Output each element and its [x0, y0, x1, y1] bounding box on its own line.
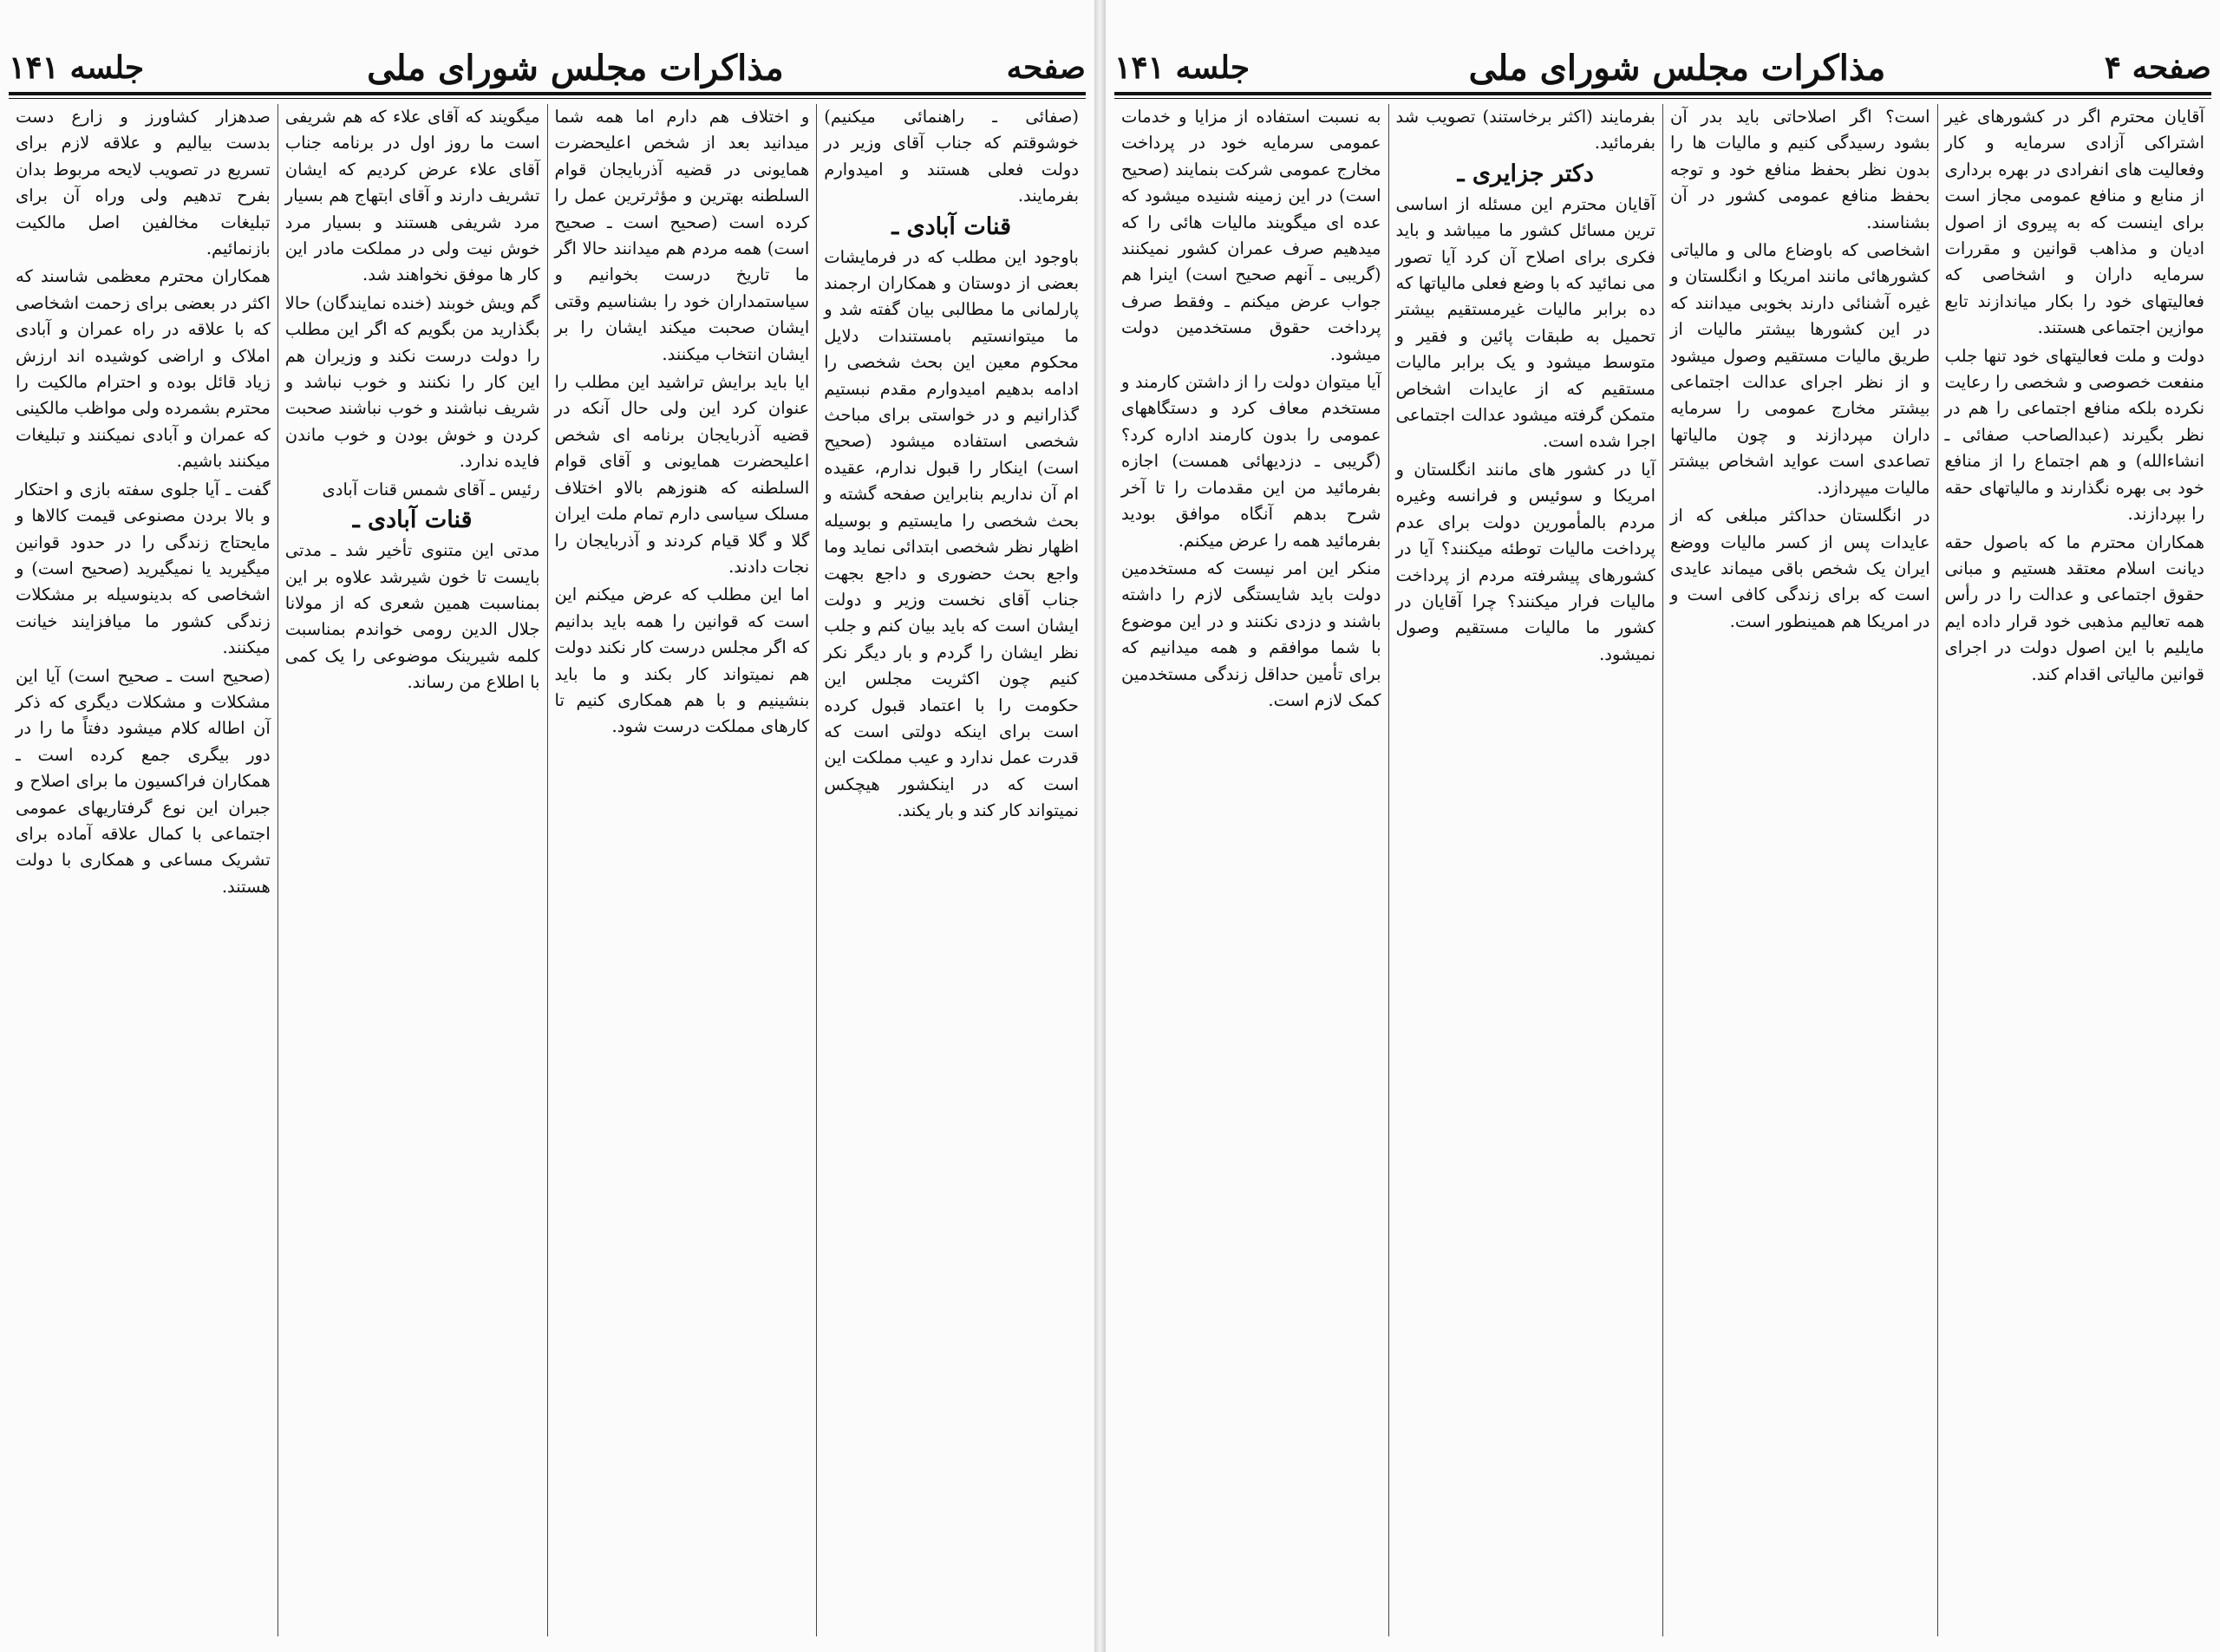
- paragraph: اما این مطلب که عرض میکنم این است که قوانین را همه باید بدانیم که اگر مجلس درست کار نکند دولت هم نمیتواند کار بکند و ما باید بنشینیم و با هم همکاری کنیم تا کارهای مملکت درست شود.: [554, 584, 810, 737]
- paragraph: آیا میتوان دولت را از داشتن کارمند و مستخدم معاف کرد و دستگاههای عمومی را بدون کارمند اداره کرد؟ (گریبی ـ دزدیهائی همست) اجازه بفرمائید من این مقدمات را تا آخر شرح بدهم آنگاه موافق بودید بفرمائید همه را عرض میکنم.: [1121, 372, 1381, 551]
- paragraph: میگویند که آقای علاء که هم شریفی است ما روز اول در برنامه جناب آقای علاء عرض کردیم که ایشان تشریف دارند و آقای ابتهاج هم بسیار مرد شریفی هستند و بسیار مرد خوش نیت ولی در مملکت مادر این کار ها موفق نخواهند شد.: [284, 107, 540, 285]
- paragraph: مدتی این متنوی تأخیر شد ـ مدتی بایست تا خون شیرشد علاوه بر این بمناسبت همین شعری که از مولانا جلال الدین رومی خواندم بمناسبت کلمه شیرینک موضوعی را یک کمی با اطلاع من رساند.: [284, 540, 540, 693]
- right-page-header: [1114, 45, 2211, 90]
- paragraph: در انگلستان حداکثر مبلغی که از عایدات پس از کسر مالیات ووضع ایران یک شخص باقی میماند عایدی است که برای زندگی کافی است و در امریکا هم همینطور است.: [1670, 506, 1930, 631]
- right-page: [1106, 0, 2220, 1652]
- paragraph: و اختلاف هم دارم اما همه شما میدانید بعد از شخص اعلیحضرت همایونی در قضیه آذربایجان قوام السلطنه بهترین و مؤثرترین عمل را کرده است (صحیح است ـ صحیح است) همه مردم هم میدانند حالا اگر ما تاریخ درست بخوانیم و سیاستمداران خود را بشناسیم وقتی ایشان صحبت میکند ایشان را بر ایشان انتخاب میکنند.: [554, 107, 810, 364]
- paragraph: ایا باید برایش تراشید این مطلب را عنوان کرد این ولی حال آنکه در قضیه آذربایجان برنامه ای شخص اعلیحضرت همایونی و آقای قوام السلطنه که هنوزهم بالاو اختلاف مسلک سیاسی دارم تمام ملت ایران گلا و گلا قیام کردند و آذربایجان را نجات دادند.: [554, 372, 810, 577]
- left-page-label: صفحه: [1006, 49, 1086, 86]
- paragraph: گم ویش خوبند (خنده نمایندگان) حالا بگذارید من بگویم که اگر این مطلب را دولت درست نکند و وزیران هم این کار را نکنند و خوب نباشد و شریف نباشند و خوب نباشند صحبت کردن و خوش بودن و خوب ماندن فایده ندارد.: [284, 292, 540, 472]
- speaker-heading: قنات آبادی ـ: [891, 212, 1012, 240]
- right-header-rule-thin: [1114, 98, 2211, 99]
- left-page-header: [9, 45, 1086, 90]
- text-column: [278, 104, 547, 1636]
- paragraph: است؟ اگر اصلاحاتی باید بدر آن بشود رسیدگی کنیم و مالیات ها را بدون نظر بحفظ منافع خود و توجه بحفظ منافع عمومی کشور در آن بشناسند.: [1670, 107, 1930, 232]
- text-column: [1937, 104, 2212, 1636]
- speaker-heading: قنات آبادی ـ: [352, 506, 473, 534]
- paragraph: آقایان محترم اگر در کشورهای غیر اشتراکی آزادی سرمایه و کار وفعالیت های انفرادی در بهره برداری از منابع و منافع عمومی مجاز است برای اینست که به پیروی از اصول ادیان و مذاهب قوانین و مقررات سرمایه داران و اشخاصی که فعالیتهای خود را بکار میاندازند تابع موازین اجتماعی هستند.: [1944, 107, 2204, 338]
- paragraph: اشخاصی که باوضاع مالی و مالیاتی کشورهائی مانند امریکا و انگلستان و غیره آشنائی دارند بخوبی میدانند که در این کشورها بیشتر مالیات از طریق مالیات مستقیم وصول میشود و از نظر اجرای عدالت اجتماعی بیشتر مخارج عمومی را سرمایه داران مپردازند و چون مالیاتها تصاعدی است عواید اشخاص بیشتر مالیات میپردازد.: [1670, 240, 1930, 498]
- left-page: [0, 0, 1094, 1652]
- left-header-rule: [9, 92, 1086, 95]
- right-page-label: صفحه ۴: [2104, 49, 2211, 86]
- right-header-rule: [1114, 92, 2211, 95]
- text-column: [816, 104, 1086, 1636]
- text-column: [547, 104, 817, 1636]
- paragraph: رئیس ـ آقای شمس قنات آبادی: [322, 479, 540, 500]
- paragraph: منکر این امر نیست که مستخدمین دولت باید شایستگی لازم را داشته باشند و دزدی نکنند و در این موضوع با شما موافقم و همه میدانیم که برای تأمین حداقل زندگی مستخدمین کمک لازم است.: [1121, 558, 1381, 710]
- left-page-title: مذاکرات مجلس شورای ملی: [367, 47, 784, 88]
- paragraph: باوجود این مطلب که در فرمایشات بعضی از دوستان و همکاران ارجمند پارلمانی ما مطالبی بیان گفته شد و ما میتوانستیم بامستندات دلایل محکوم معین این بحث شخصی را ادامه بدهیم امیدوارم مقدم نبستیم گذارانیم و در خواستی برای مباحث شخصی استفاده میشود (صحیح است) اینکار را قبول ندارم، عقیده ام آن نداریم بنابراین صفحه گشته و بحث شخصی را مایستیم و بوسیله اظهار نظر شخصی ابتدائی نماید وما واجع بحث حضوری و داجع بجهت جناب آقای نخست وزیر و دولت ایشان است که باید بیان کنم و جلب نظر ایشان را گردم و بار دیگر نکر کنیم چون اکثریت مجلس این حکومت را با اعتماد قبول کرده است برای اینکه دولتی است که قدرت عمل ندارد و عیب مملکت این است که در اینکشور هیچکس نمیتواند کار کند و بار یکند.: [824, 246, 1079, 821]
- right-columns: [1114, 104, 2211, 1636]
- speaker-heading: دکتر جزایری ـ: [1457, 160, 1594, 187]
- paragraph: بفرمایند (اکثر برخاستند) تصویب شد بفرمائید.: [1395, 107, 1655, 153]
- paragraph: گفت ـ آیا جلوی سفته بازی و احتکار و بالا بردن مصنوعی قیمت کالاها و مایحتاج زندگی را در حدود قوانین میگیرید یا نمیگیرید (صحیح است) و اشخاصی که بدینوسیله بر مشکلات زندگی کشور ما میافزایند خیانت میکنند.: [16, 479, 271, 658]
- paragraph: (صفائی ـ راهنمائی میکنیم) خوشوقتم که جناب آقای وزیر در دولت فعلی هستند و امیدوارم بفرمایند.: [824, 107, 1079, 206]
- text-column: [1388, 104, 1663, 1636]
- left-columns: [9, 104, 1086, 1636]
- left-header-rule-thin: [9, 98, 1086, 99]
- right-session-label: جلسه ۱۴۱: [1114, 49, 1250, 86]
- paragraph: همکاران محترم معظمی شاسند که اکثر در بعضی برای زحمت اشخاصی که با علاقه در راه عمران و آبادی املاک و اراضی کوشیده اند ارزش زیاد قائل بوده و احترام مالکیت را محترم بشمرده ولی مواظب مالکینی که عمران و آبادی نمیکنند و تبلیغات میکنند باشیم.: [16, 266, 271, 472]
- paragraph: آقایان محترم این مسئله از اساسی ترین مسائل کشور ما میباشد و باید فکری برای اصلاح آن کرد آیا تصور می نمائید که با وضع فعلی مالیاتها که ده برابر مالیات غیرمستقیم بیشتر تحمیل به طبقات پائین و فقیر و متوسط میشود و یک برابر مالیات مستقیم که از عایدات اشخاص متمکن گرفته میشود عدالت اجتماعی اجرا شده است.: [1395, 193, 1655, 452]
- paragraph: دولت و ملت فعالیتهای خود تنها جلب منفعت خصوصی و شخصی را رعایت نکرده بلکه منافع اجتماعی را هم در نظر بگیرند (عبدالصاحب صفائی ـ انشاءالله) و هم اجتماع را از منافع خود بی بهره نگذارند و مالیاتهای حقه را بپردازند.: [1944, 345, 2204, 525]
- book-gutter: [1094, 0, 1106, 1652]
- left-session-label: جلسه ۱۴۱: [9, 49, 145, 86]
- text-column: [9, 104, 278, 1636]
- paragraph: صدهزار کشاورز و زارع دست بدست بیالیم و علاقه لازم برای تسریع در تصویب لایحه مربوط بدان بفرح تدهیم ولی وراه آن برای تبلیغات مخالفین اصل مالکیت بازنمائیم.: [16, 107, 271, 259]
- right-page-title: مذاکرات مجلس شورای ملی: [1468, 47, 1886, 88]
- paragraph: (صحیح است ـ صحیح است) آیا این مشکلات و مشکلات دیگری که ذکر آن اطاله کلام میشود دفتاً ما را در دور بیگری جمع کرده است ـ همکاران فراکسیون ما برای اصلاح و جبران این نوع گرفتاریهای عمومی اجتماعی با کمال علاقه آماده برای تشریک مساعی و همکاری با دولت هستند.: [16, 665, 271, 897]
- paragraph: آیا در کشور های مانند انگلستان و امریکا و سوئیس و فرانسه وغیره مردم بالمأمورین دولت برای عدم پرداخت مالیات توطئه میکنند؟ آیا در کشورهای پیشرفته مردم از پرداخت مالیات فرار میکنند؟ چرا آقایان در کشور ما مالیات مستقیم وصول نمیشود.: [1395, 459, 1655, 664]
- text-column: [1114, 104, 1388, 1636]
- paragraph: به نسبت استفاده از مزایا و خدمات عمومی سرمایه خود در پرداخت مخارج عمومی شرکت بنمایند (صحیح است) در این زمینه شنیده میشود که عده ای میگویند مالیات هائی را که میدهیم صرف عمران کشور نمیکنند (گریبی ـ آنهم صحیح است) اینرا هم جواب عرض میکنم ـ وفقط صرف پرداخت حقوق مستخدمین دولت میشود.: [1121, 107, 1381, 364]
- text-column: [1662, 104, 1937, 1636]
- paragraph: همکاران محترم ما که باصول حقه دیانت اسلام معتقد هستیم و مبانی حقوق اجتماعی و عدالت را در رأس همه تعالیم مذهبی خود قرار داده ایم مایلیم با این اصول دولت در اجرای قوانین مالیاتی اقدام کند.: [1944, 532, 2204, 684]
